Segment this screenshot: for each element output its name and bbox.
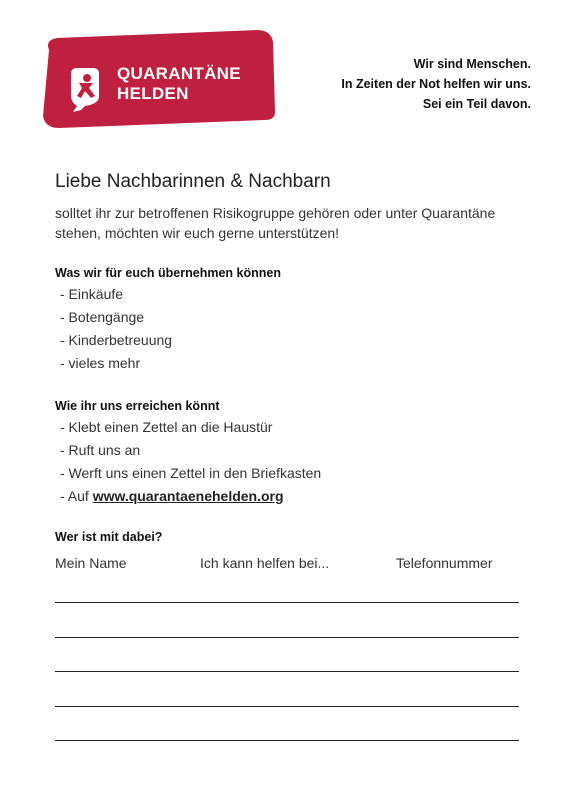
hero-figure-icon <box>67 66 101 112</box>
website-prefix: - Auf <box>60 488 93 504</box>
offer-item: - Kinderbetreuung <box>60 332 173 348</box>
logo-wordmark <box>117 64 241 104</box>
offers-list <box>60 283 172 375</box>
offer-item: - vieles mehr <box>60 355 141 371</box>
tagline-line-3: Sei ein Teil davon. <box>422 97 531 111</box>
logo-line-2: HELDEN <box>117 84 189 103</box>
website-link[interactable]: www.quarantaenehelden.org <box>92 488 284 504</box>
tagline-line-1: Wir sind Menschen. <box>413 57 531 71</box>
offer-item: - Botengänge <box>60 309 145 325</box>
tagline-line-2: In Zeiten der Not helfen wir uns. <box>341 77 531 91</box>
contact-title: Wie ihr uns erreichen könnt <box>55 399 220 413</box>
contact-item-website <box>60 485 321 508</box>
signup-blank-line <box>55 671 519 672</box>
signup-title: Wer ist mit dabei? <box>55 530 163 544</box>
logo-badge <box>35 28 275 128</box>
signup-blank-line <box>55 602 519 603</box>
intro-text: solltet ihr zur betroffenen Risikogruppe gehören oder unter Quarantäne stehen, möchten wir euch gerne unterstützen! <box>55 205 496 241</box>
logo-line-1: QUARANTÄNE <box>117 64 241 83</box>
contact-list <box>60 416 321 508</box>
signup-blank-line <box>55 637 519 638</box>
signup-blank-line <box>55 740 519 741</box>
signup-lines <box>55 602 519 775</box>
signup-blank-line <box>55 706 519 707</box>
column-help: Ich kann helfen bei... <box>200 555 330 571</box>
offers-title: Was wir für euch übernehmen können <box>55 266 281 280</box>
column-phone: Telefonnummer <box>396 555 493 571</box>
contact-item: - Ruft uns an <box>60 442 141 458</box>
tagline <box>341 54 531 114</box>
contact-item: - Werft uns einen Zettel in den Briefkasten <box>60 465 322 481</box>
contact-item: - Klebt einen Zettel an die Haustür <box>60 419 273 435</box>
greeting-heading: Liebe Nachbarinnen & Nachbarn <box>55 171 331 192</box>
offer-item: - Einkäufe <box>60 286 124 302</box>
column-name: Mein Name <box>55 555 127 571</box>
